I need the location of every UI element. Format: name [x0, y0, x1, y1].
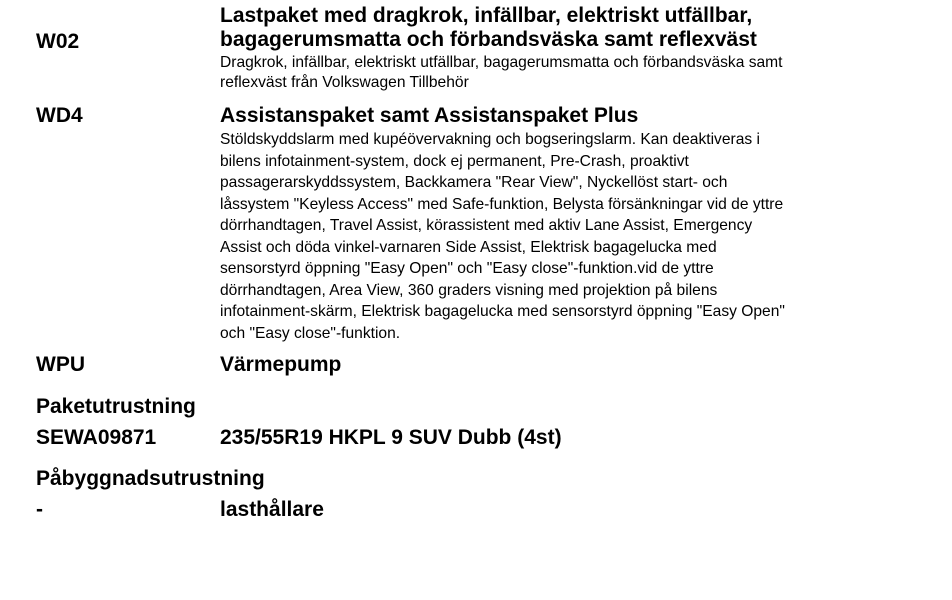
package-item-title: 235/55R19 HKPL 9 SUV Dubb (4st) — [220, 426, 562, 449]
addon-item-code: - — [36, 498, 43, 521]
option-content — [220, 4, 920, 93]
addon-section-heading: Påbyggnadsutrustning — [36, 467, 265, 490]
option-code: WD4 — [36, 104, 83, 127]
option-description: Stöldskyddslarm med kupéövervakning och bogseringslarm. Kan deaktiveras i bilens infotainment-system, dock ej permanent, Pre-Crash, proaktivt passagerarskyddssystem, Backkamera "Rear View", Nyckellöst start- och låssystem "Keyless Access" med Safe-funktion, Belysta försänkningar vid de yttre dörrhandtagen, Travel Assist, körassistent med aktiv Lane Assist, Emergency Assist och döda vinkel-varnaren Side Assist, Elektrisk bagagelucka med sensorstyrd öppning "Easy Open" och "Easy close"-funktion.vid de yttre dörrhandtagen, Area View, 360 graders visning med projektion på bilens infotainment-skärm, Elektrisk bagagelucka med sensorstyrd öppning "Easy Open" och "Easy close"-funktion. — [220, 131, 785, 342]
option-description: Dragkrok, infällbar, elektriskt utfällbar, bagagerumsmatta och förbandsväska samt reflexväst från Volkswagen Tillbehör — [220, 54, 783, 91]
option-title: Värmepump — [220, 353, 342, 376]
option-content — [220, 104, 920, 344]
option-code: WPU — [36, 353, 85, 376]
option-code: W02 — [36, 30, 80, 53]
addon-item-title: lasthållare — [220, 498, 324, 521]
package-section-heading: Paketutrustning — [36, 395, 196, 418]
package-item-content — [220, 426, 920, 450]
option-title: Lastpaket med dragkrok, infällbar, elektriskt utfällbar, bagagerumsmatta och förbandsväska samt reflexväst — [220, 4, 757, 51]
addon-item-content — [220, 498, 920, 522]
package-item-code: SEWA09871 — [36, 426, 157, 449]
option-title: Assistanspaket samt Assistanspaket Plus — [220, 104, 639, 127]
option-content — [220, 353, 920, 377]
